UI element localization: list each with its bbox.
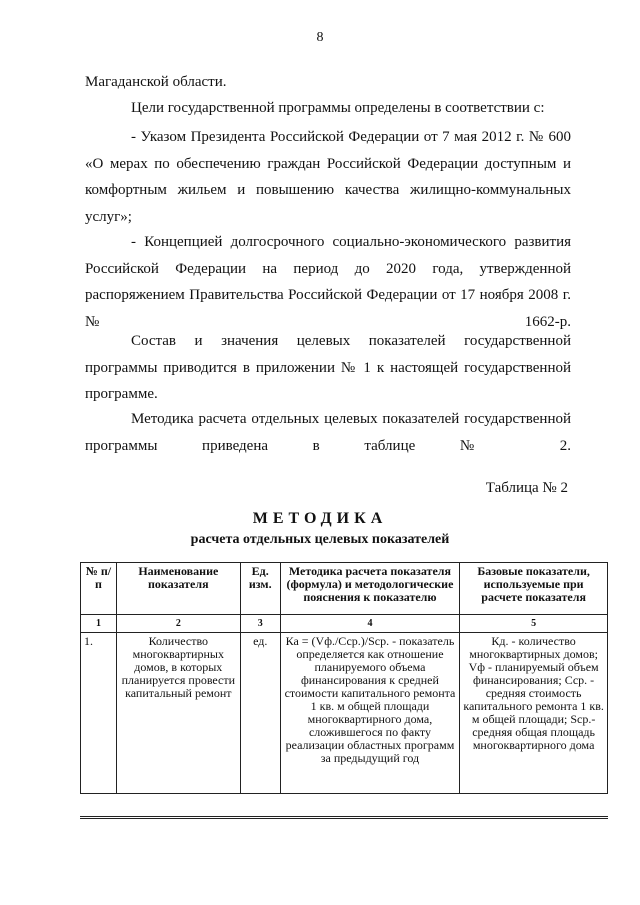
column-number: 5 bbox=[460, 615, 608, 633]
table-header-row bbox=[81, 563, 608, 615]
column-number-row bbox=[81, 615, 608, 633]
methodology-table bbox=[80, 562, 608, 794]
table-header-cell: Базовые показатели, используемые при расчете показателя bbox=[460, 563, 608, 615]
table-header-cell: Ед. изм. bbox=[240, 563, 280, 615]
paragraph: - Концепцией долгосрочного социально-экономического развития Российской Федерации на период до 2020 года, утвержденной распоряжением Правительства Российской Федерации от 17 ноября 2008 г. № 1662-р. bbox=[85, 234, 571, 330]
unit: ед. bbox=[240, 633, 280, 794]
table-label: Таблица № 2 bbox=[485, 480, 568, 496]
paragraph: Магаданской области. bbox=[85, 74, 227, 90]
paragraph: - Указом Президента Российской Федерации от 7 мая 2012 г. № 600 «О мерах по обеспечению граждан Российской Федерации доступным и комфортным жильем и повышению качества жилищно-коммунальных услуг»; bbox=[85, 129, 571, 225]
row-number: 1. bbox=[81, 633, 117, 794]
paragraph: Состав и значения целевых показателей государственной программы приводится в приложении № 1 к настоящей государственной программе. bbox=[85, 333, 571, 402]
column-number: 2 bbox=[116, 615, 240, 633]
indicator-name: Количество многоквартирных домов, в которых планируется провести капитальный ремонт bbox=[116, 633, 240, 794]
table-header-cell: Наименование показателя bbox=[116, 563, 240, 615]
column-number: 4 bbox=[280, 615, 460, 633]
base-indicators: Кд. - количество многоквартирных домов; Vф - планируемый объем финансирования; Сср. - средняя стоимость капитального ремонта 1 кв. м общей площади; Sср.- средняя общая площадь многоквартирного дома bbox=[460, 633, 608, 794]
page-number: 8 bbox=[316, 30, 324, 45]
document-subtitle: расчета отдельных целевых показателей bbox=[190, 532, 450, 547]
table-bottom-rule bbox=[80, 816, 608, 819]
document-title: МЕТОДИКА bbox=[252, 510, 388, 527]
table-header-cell: Методика расчета показателя (формула) и методологические пояснения к показателю bbox=[280, 563, 460, 615]
paragraph: Методика расчета отдельных целевых показателей государственной программы приведена в таблице № 2. bbox=[85, 411, 571, 454]
method-description: Ка = (Vф./Сср.)/Sср. - показатель определяется как отношение планируемого объема финансирования к средней стоимости капитального ремонта 1 кв. м общей площади многоквартирного дома, сложившегося по факту реализации областных программ за предыдущий год bbox=[280, 633, 460, 794]
column-number: 1 bbox=[81, 615, 117, 633]
table-header-cell: № п/п bbox=[81, 563, 117, 615]
column-number: 3 bbox=[240, 615, 280, 633]
table-row bbox=[81, 633, 608, 794]
paragraph: Цели государственной программы определены в соответствии с: bbox=[131, 100, 545, 116]
